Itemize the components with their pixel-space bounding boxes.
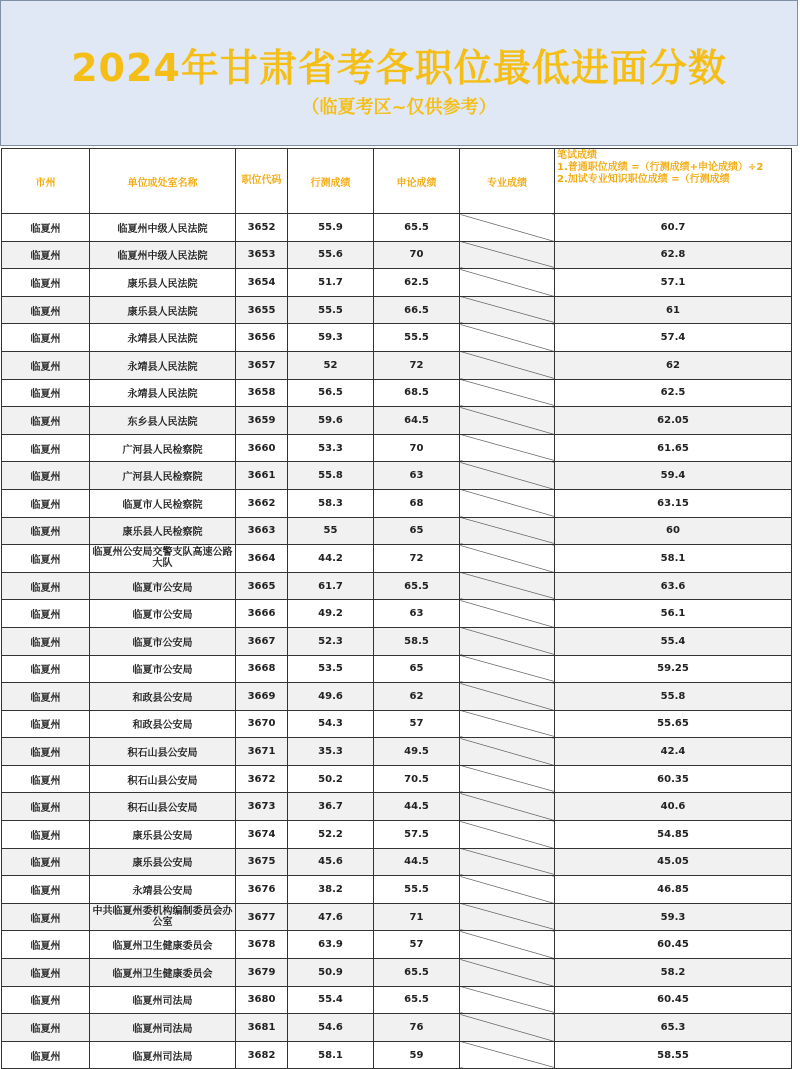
cell-shenlun: 57.5 [374, 821, 460, 849]
cell-city: 临夏州 [2, 379, 90, 407]
cell-city: 临夏州 [2, 600, 90, 628]
cell-city: 临夏州 [2, 655, 90, 683]
cell-shenlun: 70 [374, 434, 460, 462]
cell-xingce: 52.2 [288, 821, 374, 849]
cell-unit: 临夏市公安局 [90, 600, 236, 628]
cell-unit: 广河县人民检察院 [90, 462, 236, 490]
cell-xingce: 54.6 [288, 1014, 374, 1042]
table-row [2, 765, 792, 793]
cell-position-code: 3674 [236, 821, 288, 849]
cell-unit: 广河县人民检察院 [90, 434, 236, 462]
cell-city: 临夏州 [2, 269, 90, 297]
cell-xingce: 50.9 [288, 959, 374, 987]
cell-professional-empty [460, 627, 555, 655]
cell-xingce: 36.7 [288, 793, 374, 821]
cell-xingce: 59.3 [288, 324, 374, 352]
cell-city: 临夏州 [2, 296, 90, 324]
cell-position-code: 3660 [236, 434, 288, 462]
cell-city: 临夏州 [2, 1041, 90, 1069]
title-banner [0, 0, 798, 146]
cell-unit: 临夏市公安局 [90, 627, 236, 655]
cell-unit: 永靖县公安局 [90, 876, 236, 904]
table-row [2, 545, 792, 573]
cell-written-score: 62.5 [555, 379, 792, 407]
cell-professional-empty [460, 379, 555, 407]
cell-xingce: 52.3 [288, 627, 374, 655]
cell-professional-empty [460, 876, 555, 904]
cell-written-score: 62.8 [555, 241, 792, 269]
cell-unit: 临夏州司法局 [90, 1014, 236, 1042]
cell-shenlun: 44.5 [374, 848, 460, 876]
cell-professional-empty [460, 986, 555, 1014]
cell-position-code: 3675 [236, 848, 288, 876]
cell-professional-empty [460, 655, 555, 683]
cell-shenlun: 68 [374, 489, 460, 517]
cell-unit: 东乡县人民法院 [90, 407, 236, 435]
cell-unit: 积石山县公安局 [90, 738, 236, 766]
cell-professional-empty [460, 572, 555, 600]
cell-xingce: 49.6 [288, 683, 374, 711]
page-subtitle: （临夏考区~仅供参考） [301, 97, 497, 118]
cell-position-code: 3658 [236, 379, 288, 407]
cell-shenlun: 65.5 [374, 214, 460, 242]
cell-xingce: 59.6 [288, 407, 374, 435]
cell-city: 临夏州 [2, 489, 90, 517]
cell-position-code: 3652 [236, 214, 288, 242]
cell-written-score: 59.4 [555, 462, 792, 490]
cell-shenlun: 68.5 [374, 379, 460, 407]
cell-written-score: 58.2 [555, 959, 792, 987]
cell-written-score: 58.55 [555, 1041, 792, 1069]
cell-city: 临夏州 [2, 765, 90, 793]
cell-unit: 康乐县人民检察院 [90, 517, 236, 545]
cell-professional-empty [460, 296, 555, 324]
cell-city: 临夏州 [2, 351, 90, 379]
column-header-unit: 单位或处室名称 [90, 149, 236, 214]
cell-city: 临夏州 [2, 462, 90, 490]
cell-professional-empty [460, 821, 555, 849]
cell-xingce: 49.2 [288, 600, 374, 628]
cell-written-score: 40.6 [555, 793, 792, 821]
cell-unit: 积石山县公安局 [90, 765, 236, 793]
table-row [2, 269, 792, 297]
cell-written-score: 55.4 [555, 627, 792, 655]
cell-city: 临夏州 [2, 876, 90, 904]
cell-professional-empty [460, 1014, 555, 1042]
cell-unit: 中共临夏州委机构编制委员会办公室 [90, 903, 236, 931]
cell-written-score: 60 [555, 517, 792, 545]
cell-position-code: 3671 [236, 738, 288, 766]
cell-professional-empty [460, 351, 555, 379]
cell-shenlun: 65.5 [374, 986, 460, 1014]
table-row [2, 710, 792, 738]
column-header-written-score: 笔试成绩 1.普通职位成绩 =（行测成绩+申论成绩）÷2 2.加试专业知识职位成绩 =（行测成绩 [555, 149, 792, 214]
cell-unit: 临夏州卫生健康委员会 [90, 959, 236, 987]
cell-position-code: 3678 [236, 931, 288, 959]
cell-position-code: 3676 [236, 876, 288, 904]
cell-shenlun: 57 [374, 710, 460, 738]
cell-xingce: 55.6 [288, 241, 374, 269]
cell-written-score: 45.05 [555, 848, 792, 876]
cell-shenlun: 65 [374, 517, 460, 545]
cell-shenlun: 66.5 [374, 296, 460, 324]
table-row [2, 489, 792, 517]
table-row [2, 462, 792, 490]
table-row [2, 876, 792, 904]
cell-professional-empty [460, 600, 555, 628]
cell-shenlun: 70.5 [374, 765, 460, 793]
cell-written-score: 63.6 [555, 572, 792, 600]
cell-position-code: 3664 [236, 545, 288, 573]
cell-professional-empty [460, 959, 555, 987]
cell-unit: 永靖县人民法院 [90, 351, 236, 379]
cell-unit: 临夏州公安局交警支队高速公路大队 [90, 545, 236, 573]
cell-written-score: 57.1 [555, 269, 792, 297]
table-row [2, 407, 792, 435]
table-row [2, 821, 792, 849]
table-row [2, 627, 792, 655]
cell-position-code: 3667 [236, 627, 288, 655]
cell-xingce: 58.1 [288, 1041, 374, 1069]
cell-position-code: 3682 [236, 1041, 288, 1069]
cell-unit: 康乐县人民法院 [90, 296, 236, 324]
table-row [2, 324, 792, 352]
cell-professional-empty [460, 241, 555, 269]
cell-unit: 永靖县人民法院 [90, 324, 236, 352]
cell-shenlun: 57 [374, 931, 460, 959]
cell-unit: 永靖县人民法院 [90, 379, 236, 407]
cell-unit: 积石山县公安局 [90, 793, 236, 821]
cell-shenlun: 72 [374, 545, 460, 573]
cell-written-score: 60.7 [555, 214, 792, 242]
cell-written-score: 55.65 [555, 710, 792, 738]
cell-position-code: 3680 [236, 986, 288, 1014]
table-row [2, 848, 792, 876]
table-row [2, 793, 792, 821]
cell-written-score: 62.05 [555, 407, 792, 435]
cell-unit: 临夏市公安局 [90, 572, 236, 600]
cell-unit: 临夏州司法局 [90, 1041, 236, 1069]
cell-xingce: 54.3 [288, 710, 374, 738]
cell-xingce: 55.9 [288, 214, 374, 242]
cell-xingce: 45.6 [288, 848, 374, 876]
cell-city: 临夏州 [2, 821, 90, 849]
cell-written-score: 65.3 [555, 1014, 792, 1042]
cell-xingce: 50.2 [288, 765, 374, 793]
cell-xingce: 56.5 [288, 379, 374, 407]
cell-professional-empty [460, 434, 555, 462]
cell-professional-empty [460, 1041, 555, 1069]
cell-city: 临夏州 [2, 572, 90, 600]
table-row [2, 1041, 792, 1069]
column-header-city: 市州 [2, 149, 90, 214]
cell-city: 临夏州 [2, 710, 90, 738]
cell-shenlun: 55.5 [374, 324, 460, 352]
cell-position-code: 3663 [236, 517, 288, 545]
cell-written-score: 63.15 [555, 489, 792, 517]
cell-unit: 和政县公安局 [90, 710, 236, 738]
cell-position-code: 3679 [236, 959, 288, 987]
cell-xingce: 58.3 [288, 489, 374, 517]
cell-xingce: 63.9 [288, 931, 374, 959]
table-row [2, 738, 792, 766]
cell-shenlun: 70 [374, 241, 460, 269]
table-row [2, 241, 792, 269]
cell-position-code: 3668 [236, 655, 288, 683]
cell-city: 临夏州 [2, 241, 90, 269]
cell-shenlun: 58.5 [374, 627, 460, 655]
cell-shenlun: 65.5 [374, 572, 460, 600]
cell-city: 临夏州 [2, 407, 90, 435]
cell-professional-empty [460, 324, 555, 352]
cell-shenlun: 63 [374, 462, 460, 490]
cell-written-score: 60.45 [555, 986, 792, 1014]
cell-written-score: 58.1 [555, 545, 792, 573]
cell-xingce: 35.3 [288, 738, 374, 766]
cell-position-code: 3655 [236, 296, 288, 324]
cell-shenlun: 76 [374, 1014, 460, 1042]
cell-professional-empty [460, 765, 555, 793]
cell-xingce: 44.2 [288, 545, 374, 573]
cell-xingce: 55 [288, 517, 374, 545]
cell-professional-empty [460, 407, 555, 435]
cell-position-code: 3657 [236, 351, 288, 379]
cell-professional-empty [460, 269, 555, 297]
table-row [2, 959, 792, 987]
table-body [2, 214, 792, 1069]
cell-shenlun: 49.5 [374, 738, 460, 766]
cell-written-score: 59.3 [555, 903, 792, 931]
cell-city: 临夏州 [2, 931, 90, 959]
cell-position-code: 3669 [236, 683, 288, 711]
table-row [2, 903, 792, 931]
cell-position-code: 3673 [236, 793, 288, 821]
cell-unit: 临夏市公安局 [90, 655, 236, 683]
column-header-position-code: 职位代码 [236, 149, 288, 214]
cell-city: 临夏州 [2, 1014, 90, 1042]
cell-written-score: 46.85 [555, 876, 792, 904]
cell-shenlun: 59 [374, 1041, 460, 1069]
cell-written-score: 60.45 [555, 931, 792, 959]
cell-professional-empty [460, 848, 555, 876]
cell-xingce: 51.7 [288, 269, 374, 297]
table-row [2, 434, 792, 462]
cell-xingce: 55.4 [288, 986, 374, 1014]
table-row [2, 517, 792, 545]
cell-unit: 康乐县公安局 [90, 821, 236, 849]
cell-shenlun: 65.5 [374, 959, 460, 987]
table-row [2, 931, 792, 959]
cell-position-code: 3659 [236, 407, 288, 435]
cell-city: 临夏州 [2, 903, 90, 931]
cell-position-code: 3656 [236, 324, 288, 352]
table-header-row [2, 149, 792, 214]
cell-professional-empty [460, 489, 555, 517]
cell-professional-empty [460, 793, 555, 821]
cell-xingce: 38.2 [288, 876, 374, 904]
cell-unit: 康乐县人民法院 [90, 269, 236, 297]
table-row [2, 572, 792, 600]
cell-xingce: 61.7 [288, 572, 374, 600]
cell-city: 临夏州 [2, 545, 90, 573]
cell-shenlun: 64.5 [374, 407, 460, 435]
table-row [2, 986, 792, 1014]
cell-written-score: 60.35 [555, 765, 792, 793]
cell-position-code: 3666 [236, 600, 288, 628]
table-row [2, 351, 792, 379]
cell-position-code: 3661 [236, 462, 288, 490]
cell-xingce: 47.6 [288, 903, 374, 931]
cell-xingce: 55.5 [288, 296, 374, 324]
cell-professional-empty [460, 710, 555, 738]
cell-shenlun: 62.5 [374, 269, 460, 297]
cell-professional-empty [460, 462, 555, 490]
column-header-shenlun: 申论成绩 [374, 149, 460, 214]
cell-written-score: 57.4 [555, 324, 792, 352]
cell-xingce: 55.8 [288, 462, 374, 490]
cell-professional-empty [460, 683, 555, 711]
cell-shenlun: 72 [374, 351, 460, 379]
cell-position-code: 3677 [236, 903, 288, 931]
cell-professional-empty [460, 931, 555, 959]
cell-unit: 康乐县公安局 [90, 848, 236, 876]
table-row [2, 683, 792, 711]
cell-written-score: 59.25 [555, 655, 792, 683]
cell-city: 临夏州 [2, 793, 90, 821]
cell-professional-empty [460, 545, 555, 573]
cell-professional-empty [460, 214, 555, 242]
table-row [2, 296, 792, 324]
cell-position-code: 3654 [236, 269, 288, 297]
cell-shenlun: 65 [374, 655, 460, 683]
cell-position-code: 3653 [236, 241, 288, 269]
cell-written-score: 62 [555, 351, 792, 379]
cell-written-score: 54.85 [555, 821, 792, 849]
cell-city: 临夏州 [2, 214, 90, 242]
cell-xingce: 53.3 [288, 434, 374, 462]
cell-written-score: 55.8 [555, 683, 792, 711]
cell-position-code: 3681 [236, 1014, 288, 1042]
cell-city: 临夏州 [2, 517, 90, 545]
cell-unit: 临夏州卫生健康委员会 [90, 931, 236, 959]
cell-city: 临夏州 [2, 848, 90, 876]
cell-shenlun: 55.5 [374, 876, 460, 904]
cell-unit: 和政县公安局 [90, 683, 236, 711]
cell-unit: 临夏州司法局 [90, 986, 236, 1014]
cell-written-score: 61.65 [555, 434, 792, 462]
cell-shenlun: 71 [374, 903, 460, 931]
cell-position-code: 3662 [236, 489, 288, 517]
cell-written-score: 56.1 [555, 600, 792, 628]
cell-xingce: 53.5 [288, 655, 374, 683]
cell-city: 临夏州 [2, 986, 90, 1014]
table-row [2, 655, 792, 683]
cell-city: 临夏州 [2, 959, 90, 987]
cell-position-code: 3672 [236, 765, 288, 793]
cell-city: 临夏州 [2, 738, 90, 766]
page-title: 2024年甘肃省考各职位最低进面分数 [71, 46, 727, 90]
cell-professional-empty [460, 738, 555, 766]
cell-city: 临夏州 [2, 324, 90, 352]
cell-professional-empty [460, 903, 555, 931]
cell-unit: 临夏州中级人民法院 [90, 241, 236, 269]
cell-shenlun: 63 [374, 600, 460, 628]
cell-position-code: 3670 [236, 710, 288, 738]
cell-unit: 临夏州中级人民法院 [90, 214, 236, 242]
cell-professional-empty [460, 517, 555, 545]
table-row [2, 214, 792, 242]
cell-written-score: 42.4 [555, 738, 792, 766]
score-table [1, 148, 792, 1069]
cell-position-code: 3665 [236, 572, 288, 600]
table-row [2, 600, 792, 628]
cell-shenlun: 44.5 [374, 793, 460, 821]
column-header-xingce: 行测成绩 [288, 149, 374, 214]
cell-shenlun: 62 [374, 683, 460, 711]
table-row [2, 1014, 792, 1042]
cell-written-score: 61 [555, 296, 792, 324]
cell-city: 临夏州 [2, 627, 90, 655]
cell-unit: 临夏市人民检察院 [90, 489, 236, 517]
cell-city: 临夏州 [2, 683, 90, 711]
cell-city: 临夏州 [2, 434, 90, 462]
cell-xingce: 52 [288, 351, 374, 379]
table-row [2, 379, 792, 407]
column-header-professional: 专业成绩 [460, 149, 555, 214]
